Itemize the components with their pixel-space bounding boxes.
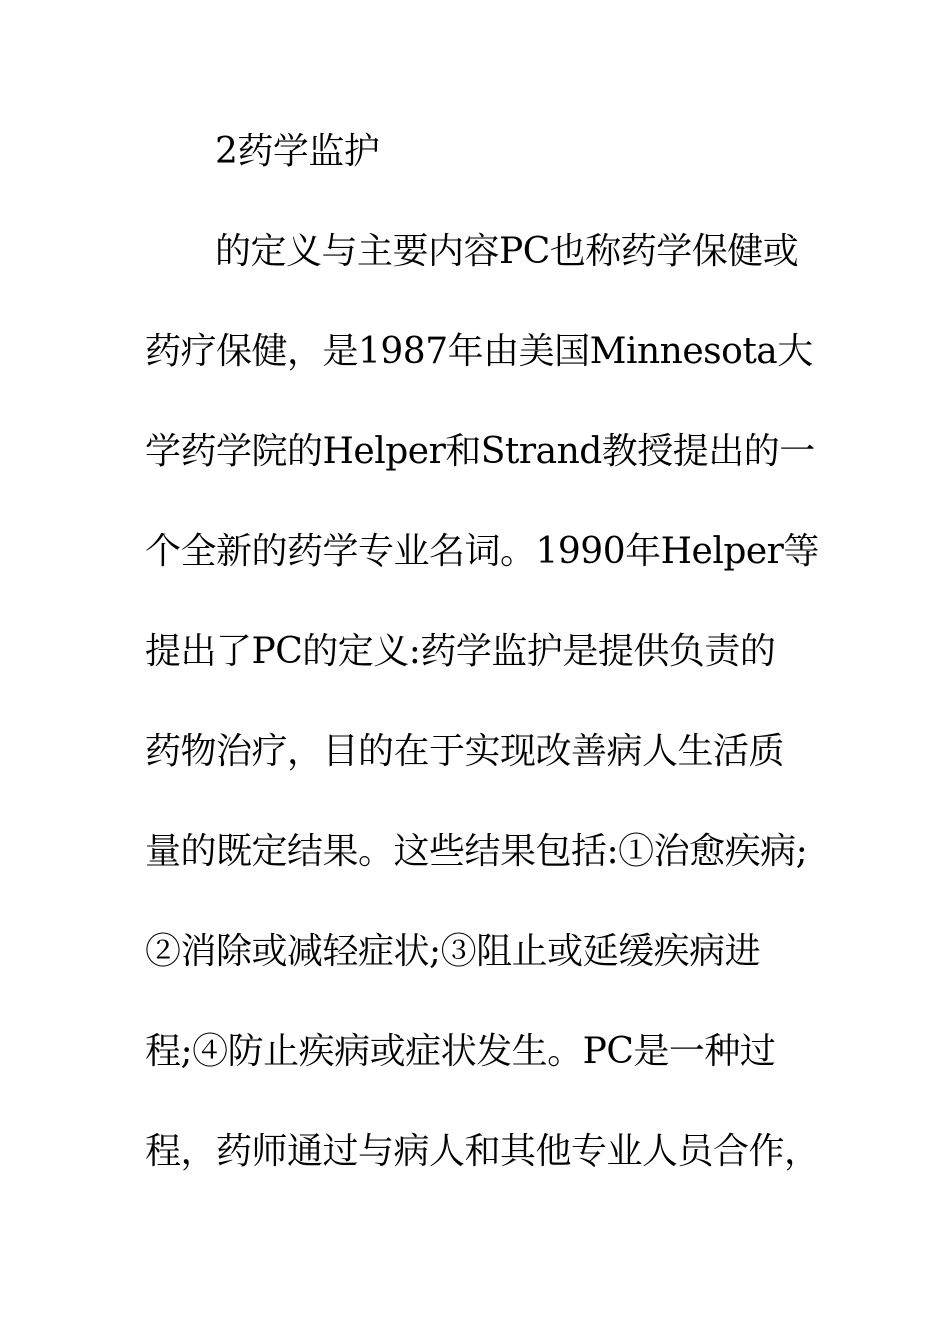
paragraph-line: 的定义与主要内容PC也称药学保健或 — [215, 231, 799, 272]
section-heading: 2药学监护 — [215, 131, 380, 172]
paragraph-line: 程;④防止疾病或症状发生。PC是一种过 — [145, 1031, 776, 1072]
paragraph-line: 程，药师通过与病人和其他专业人员合作， — [145, 1131, 820, 1172]
paragraph-line: 药物治疗，目的在于实现改善病人生活质 — [145, 731, 785, 772]
paragraph-line: 提出了PC的定义:药学监护是提供负责的 — [145, 631, 776, 672]
paragraph-line: 量的既定结果。这些结果包括:①治愈疾病; — [145, 831, 808, 872]
paragraph-line: ②消除或减轻症状;③阻止或延缓疾病进 — [145, 931, 761, 972]
paragraph-line: 学药学院的Helper和Strand教授提出的一 — [145, 431, 815, 472]
paragraph-line: 个全新的药学专业名词。1990年Helper等 — [145, 531, 819, 572]
paragraph-line: 药疗保健，是1987年由美国Minnesota大 — [145, 331, 813, 372]
